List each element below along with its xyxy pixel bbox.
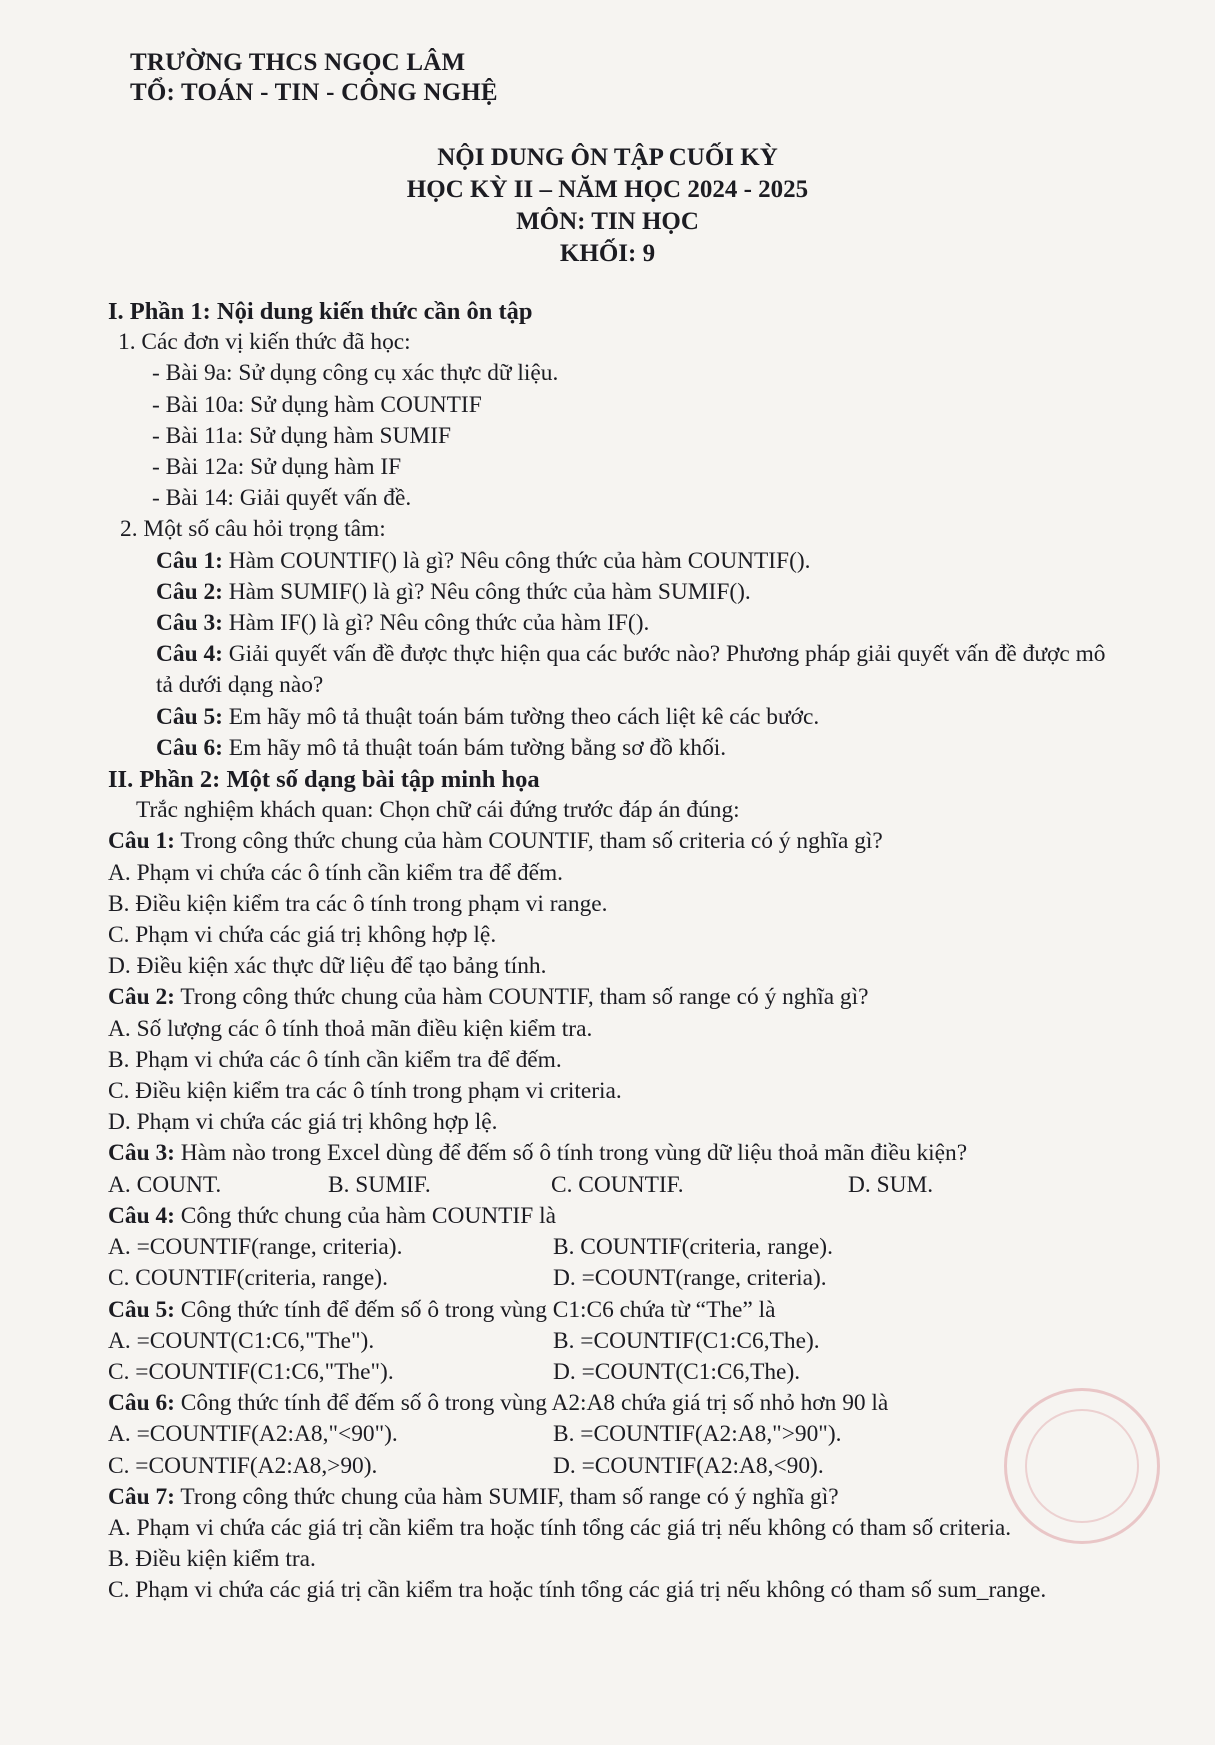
option-a: A. COUNT. [108, 1171, 222, 1198]
question-label: Câu 4: [108, 1202, 175, 1229]
question-label: Câu 7: [108, 1483, 175, 1510]
question-text: Công thức tính để đếm số ô trong vùng C1:C6 chứa từ “The” là [174, 1296, 776, 1323]
option-c: C. Phạm vi chứa các giá trị không hợp lệ. [108, 922, 497, 949]
question-label: Câu 1: [108, 828, 175, 855]
document-heading [0, 142, 1215, 270]
option-a: A. Phạm vi chứa các giá trị cần kiểm tra hoặc tính tổng các giá trị nếu không có tham số criteria. [108, 1514, 1012, 1541]
question-label: Câu 6: [156, 734, 223, 761]
part2-title: II. Phần 2: Một số dạng bài tập minh họa [108, 766, 540, 794]
department-name: TỔ: TOÁN - TIN - CÔNG NGHỆ [130, 79, 498, 106]
mcq-question-6 [108, 1388, 1128, 1419]
option-b: B. Phạm vi chứa các ô tính cần kiểm tra để đếm. [108, 1046, 562, 1073]
question-text: Công thức chung của hàm COUNTIF là [174, 1202, 556, 1229]
question-label: Câu 3: [108, 1140, 175, 1167]
option-d: D. Phạm vi chứa các giá trị không hợp lệ. [108, 1109, 498, 1136]
option-a: A. Phạm vi chứa các ô tính cần kiểm tra để đếm. [108, 859, 563, 886]
option-d: D. SUM. [848, 1171, 934, 1198]
option-c: C. Phạm vi chứa các giá trị cần kiểm tra hoặc tính tổng các giá trị nếu không có tham số sum_range. [108, 1577, 1047, 1604]
heading-grade: KHỐI: 9 [559, 240, 656, 267]
question-text: Giải quyết vấn đề được thực hiện qua các bước nào? Phương pháp giải quyết vấn đề được mô tả dưới dạng nào? [156, 641, 1106, 699]
questions-title: 2. Một số câu hỏi trọng tâm: [120, 516, 386, 543]
mcq-question-5 [108, 1295, 1128, 1326]
option-a: A. =COUNTIF(A2:A8,"<90"). [108, 1421, 398, 1448]
options-row [108, 1326, 1128, 1357]
unit-item: - Bài 9a: Sử dụng công cụ xác thực dữ liệu. [152, 360, 559, 387]
option-a: A. =COUNTIF(range, criteria). [108, 1234, 403, 1261]
question-text: Trong công thức chung của hàm COUNTIF, tham số criteria có ý nghĩa gì? [174, 828, 883, 855]
heading-semester: HỌC KỲ II – NĂM HỌC 2024 - 2025 [406, 176, 809, 203]
option-d: D. Điều kiện xác thực dữ liệu để tạo bảng tính. [108, 953, 547, 980]
unit-item: - Bài 14: Giải quyết vấn đề. [152, 485, 412, 512]
question-label: Câu 5: [156, 703, 223, 730]
question-label: Câu 4: [156, 641, 223, 668]
options-row [108, 1357, 1128, 1388]
mcq-question-4 [108, 1201, 1128, 1232]
instruction-text: Trắc nghiệm khách quan: Chọn chữ cái đứng trước đáp án đúng: [136, 797, 740, 824]
school-header [130, 48, 498, 108]
unit-item: - Bài 12a: Sử dụng hàm IF [152, 454, 402, 481]
question-label: Câu 1: [156, 547, 223, 574]
option-d: D. =COUNT(C1:C6,The). [553, 1358, 801, 1385]
mcq-question-3 [108, 1138, 1128, 1169]
option-b: B. COUNTIF(criteria, range). [553, 1234, 833, 1261]
option-c: C. Điều kiện kiểm tra các ô tính trong phạm vi criteria. [108, 1078, 622, 1105]
option-c: C. =COUNTIF(A2:A8,>90). [108, 1452, 378, 1479]
heading-title: NỘI DUNG ÔN TẬP CUỐI KỲ [437, 144, 778, 171]
options-row [108, 1170, 1128, 1201]
question-text: Trong công thức chung của hàm SUMIF, tham số range có ý nghĩa gì? [174, 1483, 839, 1510]
option-a: A. =COUNT(C1:C6,"The"). [108, 1327, 375, 1354]
option-c: C. COUNTIF(criteria, range). [108, 1265, 388, 1292]
option-d: D. =COUNTIF(A2:A8,<90). [553, 1452, 824, 1479]
heading-subject: MÔN: TIN HỌC [516, 208, 699, 235]
mcq-question-1 [108, 826, 1128, 857]
focus-question [108, 639, 1128, 701]
focus-question [108, 608, 1128, 639]
question-label: Câu 3: [156, 610, 223, 637]
school-name: TRƯỜNG THCS NGỌC LÂM [130, 49, 466, 76]
school-seal-stamp [1004, 1388, 1160, 1544]
question-label: Câu 2: [156, 578, 223, 605]
question-label: Câu 2: [108, 984, 175, 1011]
option-b: B. SUMIF. [328, 1171, 431, 1198]
unit-item: - Bài 10a: Sử dụng hàm COUNTIF [152, 391, 482, 418]
focus-question [108, 577, 1128, 608]
option-a: A. Số lượng các ô tính thoả mãn điều kiện kiểm tra. [108, 1015, 593, 1042]
option-d: D. =COUNT(range, criteria). [553, 1265, 827, 1292]
document-body [108, 296, 1128, 1607]
options-row [108, 1419, 1128, 1450]
mcq-question-7 [108, 1482, 1128, 1513]
question-text: Hàm IF() là gì? Nêu công thức của hàm IF(). [222, 610, 650, 637]
units-title: 1. Các đơn vị kiến thức đã học: [118, 329, 411, 356]
focus-question [108, 702, 1128, 733]
focus-question [108, 733, 1128, 764]
options-row [108, 1451, 1128, 1482]
question-text: Hàm SUMIF() là gì? Nêu công thức của hàm SUMIF(). [222, 578, 751, 605]
option-c: C. COUNTIF. [551, 1171, 684, 1198]
question-text: Em hãy mô tả thuật toán bám tường theo cách liệt kê các bước. [222, 703, 820, 730]
question-label: Câu 6: [108, 1390, 175, 1417]
question-text: Hàm COUNTIF() là gì? Nêu công thức của hàm COUNTIF(). [222, 547, 811, 574]
options-row [108, 1232, 1128, 1263]
question-text: Công thức tính để đếm số ô trong vùng A2:A8 chứa giá trị số nhỏ hơn 90 là [174, 1390, 889, 1417]
option-b: B. Điều kiện kiểm tra các ô tính trong phạm vi range. [108, 890, 608, 917]
option-b: B. Điều kiện kiểm tra. [108, 1546, 316, 1573]
unit-item: - Bài 11a: Sử dụng hàm SUMIF [152, 422, 451, 449]
question-text: Trong công thức chung của hàm COUNTIF, tham số range có ý nghĩa gì? [174, 984, 869, 1011]
option-c: C. =COUNTIF(C1:C6,"The"). [108, 1358, 394, 1385]
mcq-question-2 [108, 982, 1128, 1013]
question-label: Câu 5: [108, 1296, 175, 1323]
focus-question [108, 546, 1128, 577]
option-b: B. =COUNTIF(A2:A8,">90"). [553, 1421, 842, 1448]
question-text: Hàm nào trong Excel dùng để đếm số ô tính trong vùng dữ liệu thoả mãn điều kiện? [174, 1140, 968, 1167]
question-text: Em hãy mô tả thuật toán bám tường bằng sơ đồ khối. [222, 734, 727, 761]
option-b: B. =COUNTIF(C1:C6,The). [553, 1327, 820, 1354]
options-row [108, 1263, 1128, 1294]
part1-title: I. Phần 1: Nội dung kiến thức cần ôn tập [108, 298, 533, 325]
